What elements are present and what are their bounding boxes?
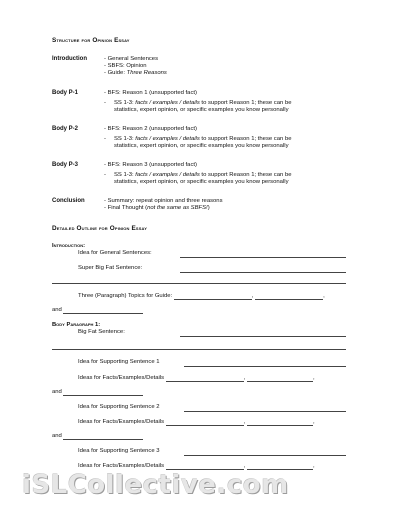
support-3-line[interactable] — [184, 455, 346, 456]
comma: , — [243, 463, 246, 469]
conclusion-label: Conclusion — [52, 198, 85, 204]
facts-2c-line[interactable] — [63, 433, 143, 440]
ss-prefix: SS 1-3: — [114, 100, 136, 106]
body-p1-items — [104, 90, 364, 114]
final-italic: not the same as SBFS! — [147, 205, 208, 211]
comma: , — [323, 293, 325, 299]
facts-3a-line[interactable] — [166, 463, 244, 470]
and-label: and — [52, 307, 62, 313]
body-p3-items — [104, 162, 364, 186]
body-p1-bfs: - BFS: Reason 1 (unsupported fact) — [104, 90, 197, 96]
guide-topic-1-line[interactable] — [174, 293, 252, 300]
body-p3-ss: - SS 1-3: facts / examples / details to support Reason 1; these can be — [104, 172, 292, 178]
ss-prefix: SS 1-3: — [114, 136, 136, 142]
body-p1-ss-line2: statistics, expert opinion, or specific examples you know personally — [114, 107, 289, 113]
general-sentences-label: Idea for General Sentences: — [78, 250, 152, 256]
conclusion-items — [104, 198, 223, 212]
ss-suffix: to support Reason 1; these can be — [199, 100, 292, 106]
comma: , — [251, 293, 254, 299]
essay-structure-title: Structure for Opinion Essay — [52, 37, 130, 44]
facts-3-row — [78, 463, 315, 470]
support-2-line[interactable] — [184, 411, 346, 412]
facts-2-row — [78, 419, 315, 426]
support-3-label: Idea for Supporting Sentence 3 — [78, 448, 160, 454]
support-1-line[interactable] — [184, 366, 346, 367]
sbfs-line-2[interactable] — [52, 283, 346, 284]
guide-topics-label: Three (Paragraph) Topics for Guide: — [78, 293, 173, 299]
watermark-logo: iSLCollective.com — [22, 470, 289, 500]
comma: , — [243, 375, 246, 381]
guide-topics-row — [78, 293, 325, 300]
facts-label: Ideas for Facts/Examples/Details — [78, 463, 165, 469]
introduction-items — [104, 56, 167, 77]
body-p2-ss-line2: statistics, expert opinion, or specific examples you know personally — [114, 143, 289, 149]
intro-guide — [104, 70, 167, 77]
support-2-label: Idea for Supporting Sentence 2 — [78, 404, 160, 410]
facts-1c-line[interactable] — [63, 389, 143, 396]
final-suffix: ) — [207, 205, 210, 211]
ss-italic: facts / examples / details — [135, 172, 200, 178]
body-p2-ss: - SS 1-3: facts / examples / details to support Reason 1; these can be — [104, 136, 292, 142]
big-fat-sentence-label: Big Fat Sentence: — [78, 329, 125, 335]
body-p2-bfs: - BFS: Reason 2 (unsupported fact) — [104, 126, 197, 132]
facts-label: Ideas for Facts/Examples/Details — [78, 419, 165, 425]
bfs-line-2[interactable] — [52, 349, 346, 350]
facts-1a-line[interactable] — [166, 375, 244, 382]
ss-italic: facts / examples / details — [135, 100, 200, 106]
intro-item: - General Sentences — [104, 56, 159, 62]
facts-1-row — [78, 375, 315, 382]
comma: , — [313, 463, 315, 469]
sbfs-line-1[interactable] — [180, 272, 346, 273]
facts-2a-line[interactable] — [166, 419, 244, 426]
ss-italic: facts / examples / details — [135, 136, 200, 142]
facts-3b-line[interactable] — [247, 463, 313, 470]
support-1-label: Idea for Supporting Sentence 1 — [78, 359, 160, 365]
guide-topic-3-line[interactable] — [63, 307, 143, 314]
facts-1c-row — [52, 389, 143, 396]
and-label: and — [52, 433, 62, 439]
facts-2b-line[interactable] — [247, 419, 313, 426]
introduction-label: Introduction — [52, 56, 87, 62]
comma: , — [243, 419, 246, 425]
intro-item: - SBFS: Opinion — [104, 63, 147, 69]
facts-2c-row — [52, 433, 143, 440]
body-p3-label: Body P-3 — [52, 162, 79, 168]
and-label: and — [52, 389, 62, 395]
outline-intro-heading: Introduction: — [52, 243, 86, 249]
conclusion-summary: - Summary: repeat opinion and three reasons — [104, 198, 223, 204]
outline-title: Detailed Outline for Opinion Essay — [52, 225, 148, 232]
body-p2-items — [104, 126, 364, 150]
body-p3-bfs: - BFS: Reason 3 (unsupported fact) — [104, 162, 197, 168]
body-p2-label: Body P-2 — [52, 126, 79, 132]
comma: , — [313, 419, 315, 425]
body-p3-ss-line2: statistics, expert opinion, or specific examples you know personally — [114, 179, 289, 185]
outline-body1-heading: Body Paragraph 1: — [52, 322, 101, 328]
guide-topic-2-line[interactable] — [255, 293, 323, 300]
facts-1b-line[interactable] — [247, 375, 313, 382]
ss-suffix: to support Reason 1; these can be — [199, 172, 292, 178]
final-prefix: - Final Thought ( — [104, 205, 148, 211]
guide-topic-3-row — [52, 307, 143, 314]
body-p1-ss: - SS 1-3: facts / examples / details to support Reason 1; these can be — [104, 100, 292, 106]
ss-suffix: to support Reason 1; these can be — [199, 136, 292, 142]
super-big-fat-sentence-label: Super Big Fat Sentence: — [78, 265, 143, 271]
guide-value: Three Reasons — [126, 70, 167, 76]
guide-prefix: - Guide: — [104, 70, 127, 76]
body-p1-label: Body P-1 — [52, 90, 79, 96]
general-sentences-line[interactable] — [180, 257, 346, 258]
ss-prefix: SS 1-3: — [114, 172, 136, 178]
bfs-line-1[interactable] — [180, 336, 346, 337]
conclusion-final — [104, 205, 223, 212]
facts-label: Ideas for Facts/Examples/Details — [78, 375, 165, 381]
comma: , — [313, 375, 315, 381]
